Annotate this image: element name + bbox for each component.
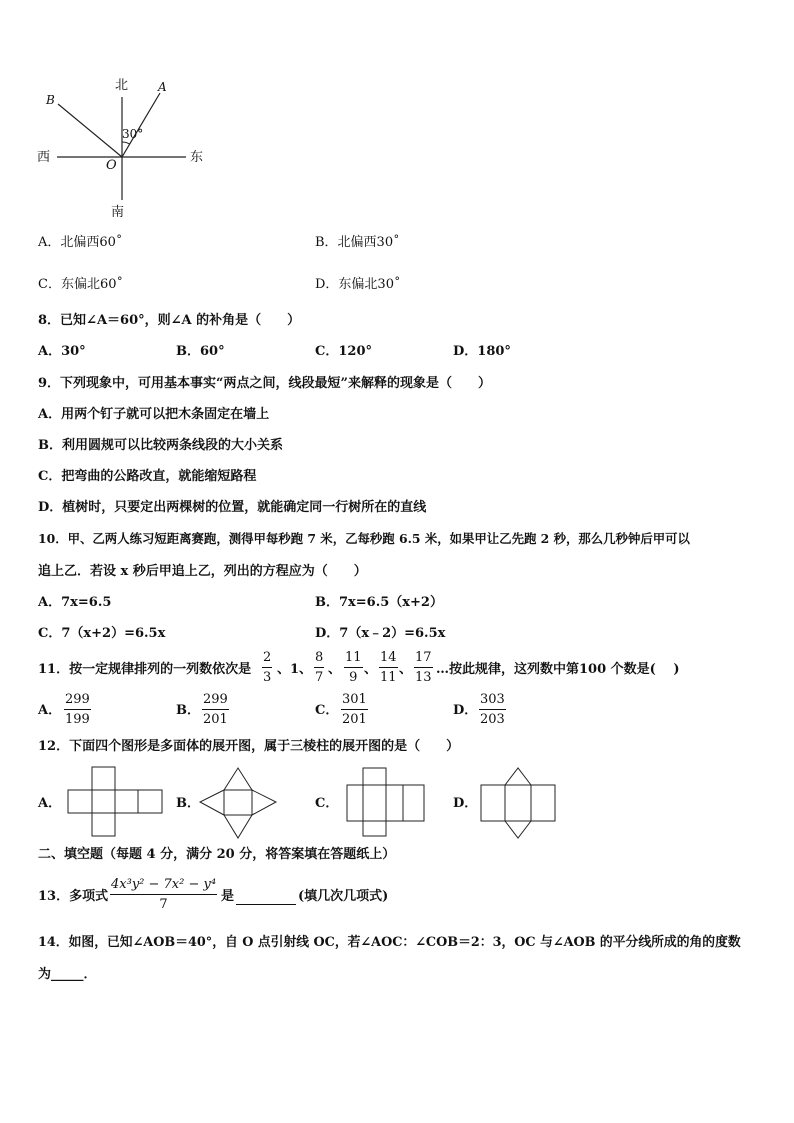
q8-option-c: C．120° bbox=[315, 344, 372, 359]
q11-seq-3: $\frac{11}{9}$ bbox=[345, 650, 362, 685]
q9-option-a: A．用两个钉子就可以把木条固定在墙上 bbox=[38, 407, 270, 422]
q10-stem-line1: 10．甲、乙两人练习短距离赛跑，测得甲每秒跑 7 米，乙每秒跑 6.5 米，如果甲让乙先跑 2 秒，那么几秒钟后甲可以 bbox=[38, 531, 690, 546]
q9-option-c: C．把弯曲的公路改直，就能缩短路程 bbox=[38, 469, 257, 484]
q10-option-b: B．7x=6.5（x+2） bbox=[315, 595, 443, 610]
q11-option-d-label: D． bbox=[453, 703, 478, 718]
q10-option-c: C．7（x+2）=6.5x bbox=[38, 626, 166, 641]
q8-option-a: A．30° bbox=[38, 344, 86, 359]
q11-option-c-label: C． bbox=[315, 703, 339, 718]
q11-seq-5: $\frac{17}{13}$ bbox=[415, 650, 432, 685]
q13-answer-blank[interactable] bbox=[236, 890, 296, 905]
q11-seq-2: $\frac{8}{7}$ bbox=[315, 650, 324, 685]
q12-option-d-label: D． bbox=[453, 796, 478, 811]
q11-option-b: $\frac{299}{201}$ bbox=[203, 692, 228, 727]
q7-option-d: D．东偏北30˚ bbox=[315, 277, 401, 292]
q11-option-a-label: A． bbox=[38, 703, 62, 718]
q7-option-a: A．北偏西60˚ bbox=[38, 235, 123, 250]
q12-option-c-label: C． bbox=[315, 796, 339, 811]
q10-option-d: D．7（x﹣2）=6.5x bbox=[315, 626, 446, 641]
net-d bbox=[481, 785, 555, 821]
q9-stem: 9．下列现象中，可用基本事实“两点之间，线段最短”来解释的现象是（ ） bbox=[38, 376, 492, 391]
q7-option-c: C．东偏北60˚ bbox=[38, 277, 123, 292]
compass-origin-label: O bbox=[106, 158, 117, 173]
q9-option-b: B．利用圆规可以比较两条线段的大小关系 bbox=[38, 438, 283, 453]
q11-option-b-label: B． bbox=[176, 703, 200, 718]
q11-option-a: $\frac{299}{199}$ bbox=[65, 692, 90, 727]
q11-option-d: $\frac{303}{203}$ bbox=[480, 692, 505, 727]
q8-option-d: D．180° bbox=[453, 344, 511, 359]
q7-option-b: B．北偏西30˚ bbox=[315, 235, 400, 250]
q13-polynomial: $\frac{\text{4x³y² − 7x² − y⁴}}{7}$ bbox=[111, 877, 217, 912]
q13-lead: 13．多项式 bbox=[38, 889, 109, 904]
q11-sep-3: 、 bbox=[364, 662, 378, 677]
q9-option-d: D．植树时，只要定出两棵树的位置，就能确定同一行树所在的直线 bbox=[38, 500, 427, 515]
q12-option-b-label: B． bbox=[176, 796, 200, 811]
compass-north-label: 北 bbox=[115, 78, 129, 93]
q10-option-a: A．7x=6.5 bbox=[38, 595, 112, 610]
compass-south-label: 南 bbox=[111, 205, 125, 220]
q8-option-b: B．60° bbox=[176, 344, 225, 359]
q10-stem-line2: 追上乙．若设 x 秒后甲追上乙，列出的方程应为（ ） bbox=[38, 564, 367, 579]
q13-mid: 是 bbox=[221, 889, 235, 904]
q14-line1: 14．如图，已知∠AOB＝40°，自 O 点引射线 OC，若∠AOC：∠COB＝2：3，OC 与∠AOB 的平分线所成的角的度数 bbox=[38, 935, 741, 950]
section-2-heading: 二、填空题（每题 4 分，满分 20 分，将答案填在答题纸上） bbox=[38, 847, 396, 862]
compass-point-b-label: B bbox=[46, 93, 55, 107]
q11-sep-2: 、 bbox=[328, 662, 342, 677]
net-b bbox=[224, 790, 252, 815]
q11-stem-start: 11．按一定规律排列的一列数依次是 bbox=[38, 662, 252, 677]
compass-point-a-label: A bbox=[158, 80, 167, 94]
q11-option-c: $\frac{301}{201}$ bbox=[342, 692, 367, 727]
q11-sep-1: 、1、 bbox=[277, 662, 313, 677]
compass-angle-label: 30° bbox=[122, 127, 144, 141]
compass-east-label: 东 bbox=[190, 150, 204, 165]
q13-tail: (填几次几项式) bbox=[298, 889, 389, 904]
compass-west-label: 西 bbox=[37, 150, 51, 165]
q11-seq-4: $\frac{14}{11}$ bbox=[380, 650, 397, 685]
q11-seq-1: $\frac{2}{3}$ bbox=[263, 650, 272, 685]
q11-sep-4: 、 bbox=[399, 662, 413, 677]
q12-option-a-label: A． bbox=[38, 796, 62, 811]
q14-line2: 为_____． bbox=[38, 967, 97, 982]
q11-stem-end: …按此规律，这列数中第100 个数是( ) bbox=[436, 662, 680, 677]
q12-stem: 12．下面四个图形是多面体的展开图，属于三棱柱的展开图的是（ ） bbox=[38, 739, 460, 754]
q8-stem: 8．已知∠A＝60°，则∠A 的补角是（ ） bbox=[38, 313, 301, 328]
